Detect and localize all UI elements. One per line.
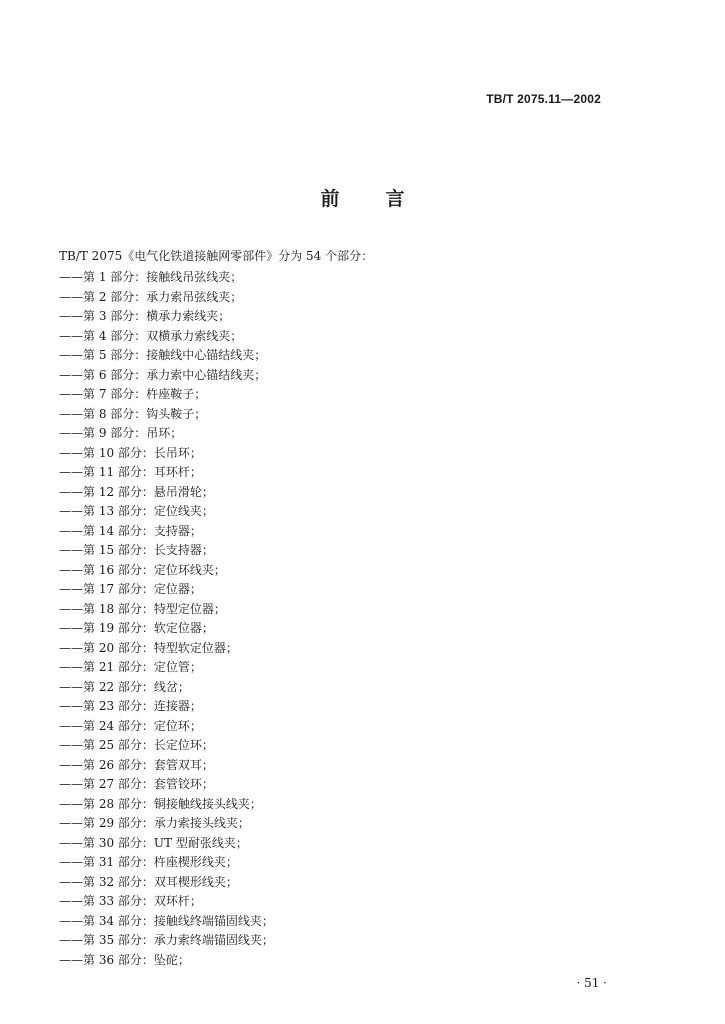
page-title-char-2: 言: [385, 188, 405, 210]
list-item: ——第 29 部分：承力索接头线夹；: [59, 816, 250, 830]
list-item: ——第 30 部分：UT 型耐张线夹；: [59, 835, 248, 850]
standard-code: TB/T 2075.11—2002: [486, 92, 601, 106]
list-item: ——第 6 部分：承力索中心锚结线夹；: [59, 367, 267, 382]
list-item: ——第 19 部分：软定位器；: [59, 621, 214, 635]
list-item: ——第 26 部分：套管双耳；: [59, 757, 214, 772]
list-item: ——第 36 部分：坠砣；: [59, 952, 190, 967]
list-item: ——第 5 部分：接触线中心锚结线夹；: [59, 348, 267, 362]
list-item: ——第 31 部分：杵座楔形线夹；: [59, 855, 238, 869]
list-item: ——第 32 部分：双耳楔形线夹；: [59, 874, 238, 889]
list-item: ——第 20 部分：特型软定位器；: [59, 640, 238, 655]
list-item: ——第 12 部分：悬吊滑轮；: [59, 484, 214, 499]
list-item: ——第 33 部分：双环杆；: [59, 894, 202, 908]
list-item: ——第 11 部分：耳环杆；: [59, 465, 202, 479]
list-item: ——第 23 部分：连接器；: [59, 699, 202, 713]
list-item: ——第 4 部分：双横承力索线夹；: [59, 328, 243, 343]
list-item: ——第 18 部分：特型定位器；: [59, 601, 226, 616]
intro-paragraph: TB/T 2075《电气化铁道接触网零部件》分为 54 个部分：: [59, 249, 374, 263]
page-title-char-1: 前: [320, 188, 340, 210]
list-item: ——第 16 部分：定位环线夹；: [59, 562, 226, 577]
list-item: ——第 17 部分：定位器；: [59, 582, 202, 596]
list-item: ——第 15 部分：长支持器；: [59, 543, 214, 557]
page-number: · 51 ·: [576, 976, 607, 990]
page-title: [0, 184, 725, 211]
list-item: ——第 35 部分：承力索终端锚固线夹；: [59, 933, 274, 947]
list-item: ——第 22 部分：线岔；: [59, 679, 190, 694]
list-item: ——第 34 部分：接触线终端锚固线夹；: [59, 913, 274, 928]
list-item: ——第 3 部分：横承力索线夹；: [59, 309, 231, 323]
list-item: ——第 25 部分：长定位环；: [59, 738, 214, 752]
list-item: ——第 13 部分：定位线夹；: [59, 504, 214, 518]
parts-list: [59, 268, 274, 970]
list-item: ——第 28 部分：铜接触线接头线夹；: [59, 796, 262, 811]
list-item: ——第 7 部分：杵座鞍子；: [59, 387, 207, 401]
list-item: ——第 14 部分：支持器；: [59, 523, 202, 538]
list-item: ——第 24 部分：定位环；: [59, 718, 202, 733]
list-item: ——第 1 部分：接触线吊弦线夹；: [59, 270, 243, 284]
list-item: ——第 27 部分：套管铰环；: [59, 777, 214, 791]
list-item: ——第 2 部分：承力索吊弦线夹；: [59, 289, 243, 304]
list-item: ——第 9 部分：吊环；: [59, 426, 183, 440]
list-item: ——第 10 部分：长吊环；: [59, 445, 202, 460]
list-item: ——第 21 部分：定位管；: [59, 660, 202, 674]
list-item: ——第 8 部分：钩头鞍子；: [59, 406, 207, 421]
